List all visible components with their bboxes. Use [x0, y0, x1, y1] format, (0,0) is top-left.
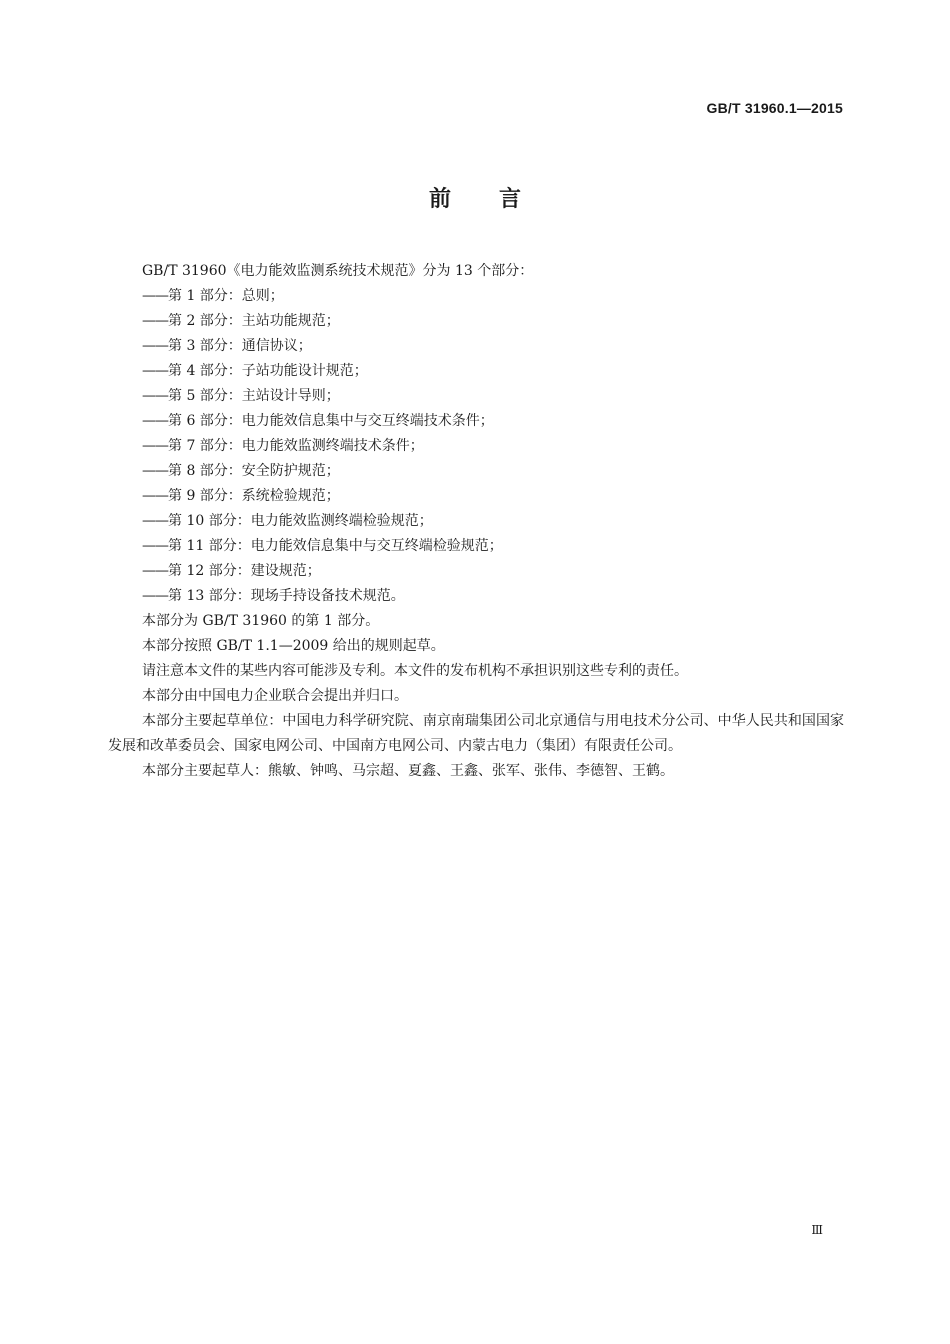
list-dash: —— [142, 513, 168, 529]
paragraph-drafting-units: 本部分主要起草单位：中国电力科学研究院、南京南瑞集团公司北京通信与用电技术分公司、中华人民共和国国家发展和改革委员会、国家电网公司、中国南方电网公司、内蒙古电力（集团）有限责任公司。 [108, 713, 844, 754]
list-item-part-13 [108, 584, 844, 609]
list-item-part-2 [108, 309, 844, 334]
document-body [108, 259, 844, 784]
list-item-part-8 [108, 459, 844, 484]
list-dash: —— [142, 313, 168, 329]
list-dash: —— [142, 438, 168, 454]
list-item-label: 第 13 部分：现场手持设备技术规范。 [168, 588, 405, 604]
list-item-part-7 [108, 434, 844, 459]
page-number: Ⅲ [811, 1223, 823, 1237]
list-item-part-5 [108, 384, 844, 409]
list-dash: —— [142, 388, 168, 404]
list-item-part-3 [108, 334, 844, 359]
list-dash: —— [142, 288, 168, 304]
list-item-part-9 [108, 484, 844, 509]
list-item-part-10 [108, 509, 844, 534]
paragraph-drafters: 本部分主要起草人：熊敏、钟鸣、马宗超、夏鑫、王鑫、张军、张伟、李德智、王鹤。 [142, 763, 674, 779]
list-item-label: 第 12 部分：建设规范； [168, 563, 321, 579]
list-item-part-11 [108, 534, 844, 559]
list-item-label: 第 1 部分：总则； [168, 288, 284, 304]
list-item-label: 第 7 部分：电力能效监测终端技术条件； [168, 438, 424, 454]
list-dash: —— [142, 538, 168, 554]
list-item-label: 第 4 部分：子站功能设计规范； [168, 363, 368, 379]
list-item-part-12 [108, 559, 844, 584]
standard-number: GB/T 31960.1—2015 [706, 100, 843, 116]
list-dash: —— [142, 363, 168, 379]
paragraph-part-statement: 本部分为 GB/T 31960 的第 1 部分。 [142, 613, 380, 629]
list-dash: —— [142, 488, 168, 504]
list-item-label: 第 2 部分：主站功能规范； [168, 313, 340, 329]
paragraph-proposer: 本部分由中国电力企业联合会提出并归口。 [142, 688, 408, 704]
paragraph-drafting-rules: 本部分按照 GB/T 1.1—2009 给出的规则起草。 [142, 638, 445, 654]
list-item-label: 第 6 部分：电力能效信息集中与交互终端技术条件； [168, 413, 494, 429]
list-item-part-1 [108, 284, 844, 309]
list-item-label: 第 3 部分：通信协议； [168, 338, 312, 354]
list-item-label: 第 10 部分：电力能效监测终端检验规范； [168, 513, 433, 529]
list-item-part-4 [108, 359, 844, 384]
paragraph-patent-notice: 请注意本文件的某些内容可能涉及专利。本文件的发布机构不承担识别这些专利的责任。 [142, 663, 688, 679]
list-item-part-6 [108, 409, 844, 434]
list-item-label: 第 8 部分：安全防护规范； [168, 463, 340, 479]
list-dash: —— [142, 413, 168, 429]
list-dash: —— [142, 338, 168, 354]
list-item-label: 第 9 部分：系统检验规范； [168, 488, 340, 504]
list-item-label: 第 11 部分：电力能效信息集中与交互终端检验规范； [168, 538, 503, 554]
page-title: 前言 [428, 187, 569, 212]
list-dash: —— [142, 588, 168, 604]
list-dash: —— [142, 463, 168, 479]
list-item-label: 第 5 部分：主站设计导则； [168, 388, 340, 404]
intro-paragraph: GB/T 31960《电力能效监测系统技术规范》分为 13 个部分： [142, 263, 534, 279]
list-dash: —— [142, 563, 168, 579]
